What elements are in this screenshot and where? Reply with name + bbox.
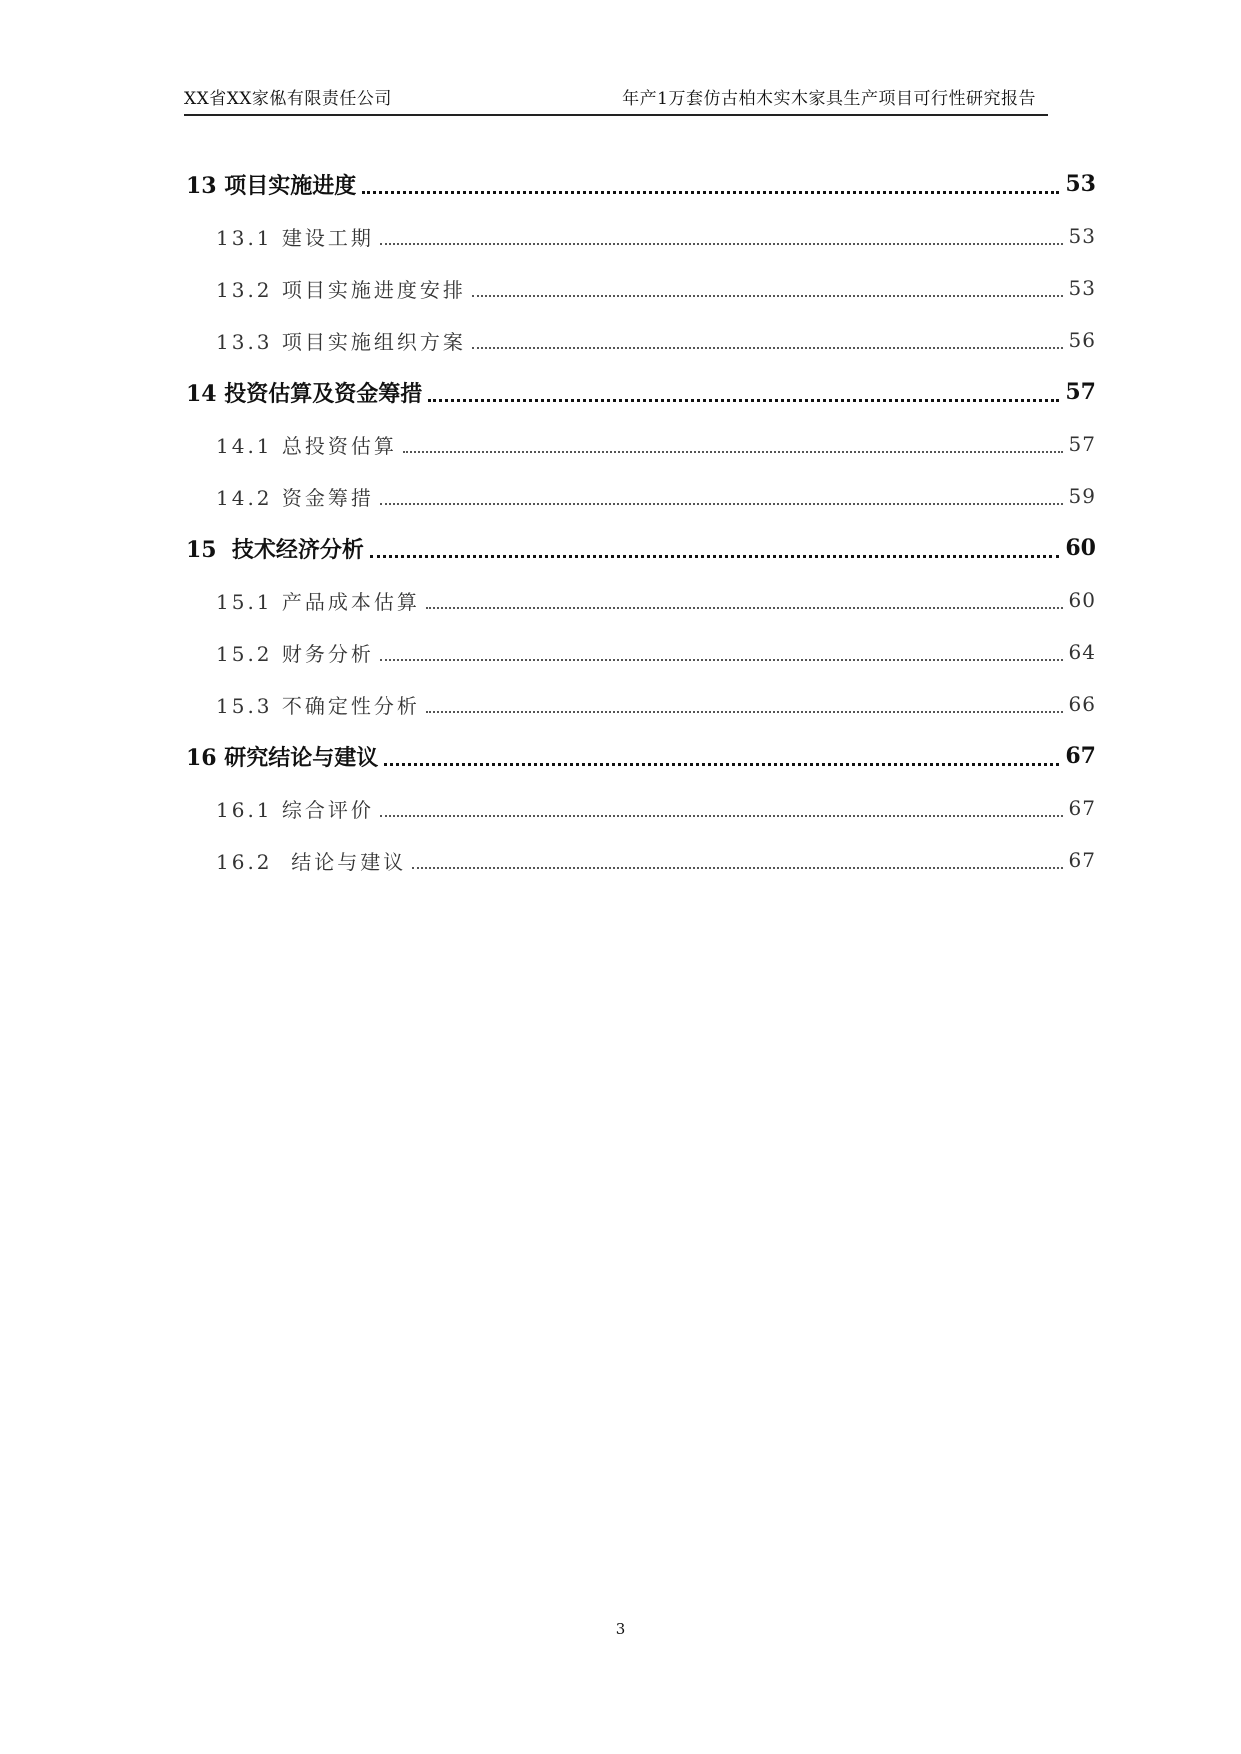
- toc-section-13-1[interactable]: [186, 210, 1096, 262]
- toc-entry-page: 67: [1068, 848, 1096, 872]
- toc-dot-leader: [428, 399, 1059, 402]
- toc-entry-label: 13.3 项目实施组织方案: [216, 329, 466, 354]
- toc-section-15-1[interactable]: [186, 574, 1096, 626]
- toc-chapter-16[interactable]: [186, 730, 1096, 782]
- toc-dot-leader: [384, 763, 1059, 766]
- toc-dot-leader: [380, 815, 1063, 817]
- toc-entry-label: 15 技术经济分析: [186, 536, 364, 563]
- toc-section-15-2[interactable]: [186, 626, 1096, 678]
- toc-entry-label: 16.1 综合评价: [216, 797, 374, 822]
- toc-section-13-2[interactable]: [186, 262, 1096, 314]
- toc-section-14-2[interactable]: [186, 470, 1096, 522]
- toc-entry-label: 15.2 财务分析: [216, 641, 374, 666]
- toc-entry-label: 15.1 产品成本估算: [216, 589, 420, 614]
- toc-entry-label: 14 投资估算及资金筹措: [186, 380, 423, 407]
- toc-entry-label: 16 研究结论与建议: [186, 744, 379, 771]
- toc-entry-label: 13.1 建设工期: [216, 225, 374, 250]
- toc-dot-leader: [426, 607, 1063, 609]
- toc-dot-leader: [412, 867, 1062, 869]
- toc-entry-label: 14.1 总投资估算: [216, 433, 397, 458]
- table-of-contents: [186, 158, 1096, 886]
- toc-dot-leader: [370, 555, 1059, 558]
- page-number: 3: [615, 1620, 626, 1638]
- toc-entry-page: 53: [1068, 224, 1096, 248]
- toc-dot-leader: [472, 295, 1063, 297]
- toc-entry-page: 67: [1068, 796, 1096, 820]
- toc-dot-leader: [426, 711, 1063, 713]
- toc-dot-leader: [362, 191, 1059, 194]
- toc-dot-leader: [380, 659, 1063, 661]
- toc-dot-leader: [472, 347, 1063, 349]
- toc-chapter-13[interactable]: [186, 158, 1096, 210]
- toc-entry-label: 15.3 不确定性分析: [216, 693, 420, 718]
- toc-entry-label: 14.2 资金筹措: [216, 485, 374, 510]
- toc-entry-label: 13.2 项目实施进度安排: [216, 277, 466, 302]
- toc-entry-page: 53: [1065, 171, 1096, 197]
- toc-entry-page: 66: [1068, 692, 1096, 716]
- toc-entry-page: 64: [1068, 640, 1096, 664]
- page-header: [184, 88, 1048, 116]
- toc-entry-page: 60: [1068, 588, 1096, 612]
- toc-entry-page: 67: [1065, 743, 1096, 769]
- header-report-title: 年产1万套仿古柏木实木家具生产项目可行性研究报告: [622, 89, 1036, 109]
- toc-section-14-1[interactable]: [186, 418, 1096, 470]
- toc-entry-page: 56: [1068, 328, 1096, 352]
- header-company-name: XX省XX家俬有限责任公司: [184, 89, 392, 109]
- toc-section-15-3[interactable]: [186, 678, 1096, 730]
- toc-entry-page: 53: [1068, 276, 1096, 300]
- toc-dot-leader: [380, 243, 1063, 245]
- toc-section-13-3[interactable]: [186, 314, 1096, 366]
- toc-dot-leader: [403, 451, 1063, 453]
- toc-entry-page: 59: [1068, 484, 1096, 508]
- toc-dot-leader: [380, 503, 1063, 505]
- toc-entry-page: 57: [1065, 379, 1096, 405]
- toc-chapter-14[interactable]: [186, 366, 1096, 418]
- toc-entry-page: 57: [1068, 432, 1096, 456]
- toc-entry-label: 13 项目实施进度: [186, 172, 357, 199]
- toc-section-16-2[interactable]: [186, 834, 1096, 886]
- toc-chapter-15[interactable]: [186, 522, 1096, 574]
- toc-entry-label: 16.2 结论与建议: [216, 849, 407, 874]
- toc-section-16-1[interactable]: [186, 782, 1096, 834]
- toc-entry-page: 60: [1065, 535, 1096, 561]
